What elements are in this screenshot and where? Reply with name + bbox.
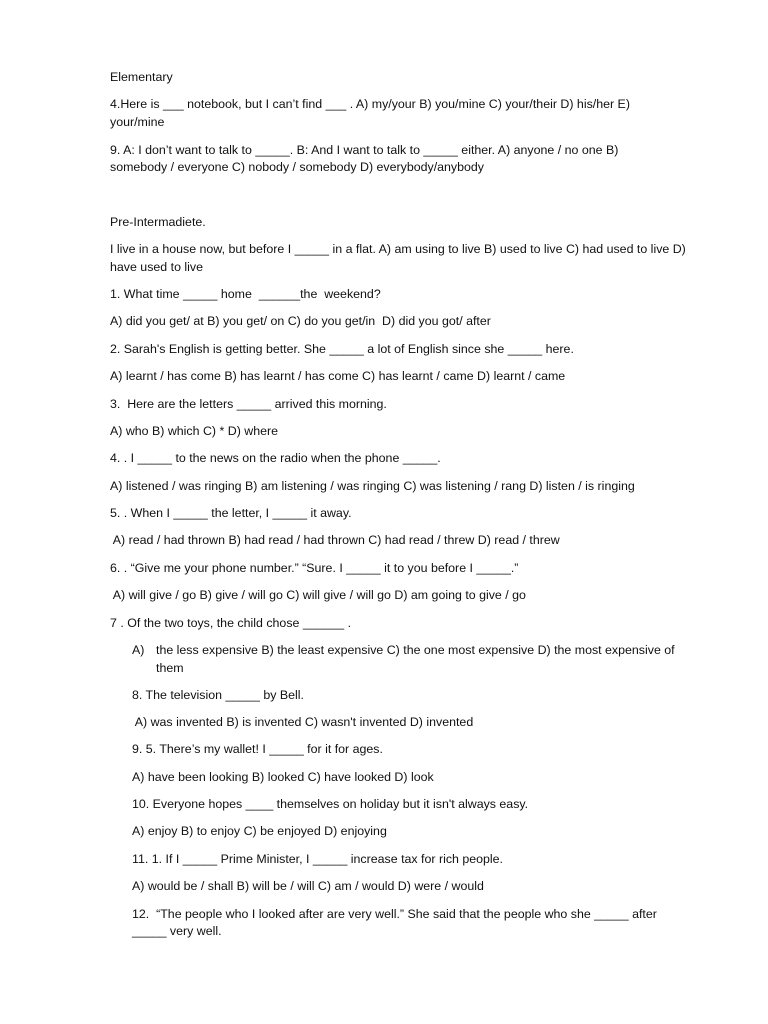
elementary-question-9-line-1: 9. A: I don’t want to talk to _____. B: And I want to talk to _____ either. A) anyone / no one B) (110, 143, 619, 157)
question-8: 8. The television _____ by Bell. (132, 688, 304, 702)
question-6: 6. . “Give me your phone number.” “Sure. I _____ it to you before I _____.” (110, 561, 519, 575)
question-7: 7 . Of the two toys, the child chose ______ . (110, 616, 352, 630)
question-7-options-line-2: them (156, 661, 184, 675)
question-7-options-line-1: the less expensive B) the least expensive C) the one most expensive D) the most expensive of (156, 643, 675, 657)
elementary-question-4-line-2: your/mine (110, 115, 165, 129)
question-5-options: A) read / had thrown B) had read / had thrown C) had read / threw D) read / threw (110, 533, 560, 547)
elementary-question-4-line-1: 4.Here is ___ notebook, but I can’t find ___ . A) my/your B) you/mine C) your/their D) his/her E) (110, 97, 630, 111)
question-2: 2. Sarah's English is getting better. She _____ a lot of English since she _____ here. (110, 342, 574, 356)
question-5: 5. . When I _____ the letter, I _____ it away. (110, 506, 352, 520)
question-4: 4. . I _____ to the news on the radio when the phone _____. (110, 451, 441, 465)
question-1: 1. What time _____ home ______the weekend? (110, 287, 381, 301)
question-9-options: A) have been looking B) looked C) have looked D) look (132, 770, 434, 784)
question-1-options: A) did you get/ at B) you get/ on C) do you get/in D) did you got/ after (110, 314, 491, 328)
question-8-options: A) was invented B) is invented C) wasn't invented D) invented (132, 715, 474, 729)
question-3-options: A) who B) which C) * D) where (110, 424, 279, 438)
question-7-list-marker: A) (132, 643, 145, 657)
section-heading-pre-intermediate: Pre-Intermadiete. (110, 215, 206, 229)
question-10: 10. Everyone hopes ____ themselves on holiday but it isn't always easy. (132, 797, 529, 811)
intro-question-line-2: have used to live (110, 260, 203, 274)
elementary-question-9-line-2: somebody / everyone C) nobody / somebody D) everybody/anybody (110, 160, 484, 174)
intro-question-line-1: I live in a house now, but before I _____ in a flat. A) am using to live B) used to live C) had used to live D) (110, 242, 686, 256)
question-11: 11. 1. If I _____ Prime Minister, I _____ increase tax for rich people. (132, 852, 503, 866)
question-3: 3. Here are the letters _____ arrived this morning. (110, 397, 387, 411)
question-2-options: A) learnt / has come B) has learnt / has come C) has learnt / came D) learnt / came (110, 369, 566, 383)
question-12-line-1: 12. “The people who I looked after are very well.” She said that the people who she _____ after (132, 907, 657, 921)
question-12-line-2: _____ very well. (132, 924, 222, 938)
section-heading-elementary: Elementary (110, 70, 173, 84)
question-6-options: A) will give / go B) give / will go C) will give / will go D) am going to give / go (110, 588, 526, 602)
question-11-options: A) would be / shall B) will be / will C) am / would D) were / would (132, 879, 484, 893)
question-10-options: A) enjoy B) to enjoy C) be enjoyed D) enjoying (132, 824, 387, 838)
question-9: 9. 5. There’s my wallet! I _____ for it for ages. (132, 742, 383, 756)
question-4-options: A) listened / was ringing B) am listening / was ringing C) was listening / rang D) listen / is ringing (110, 479, 635, 493)
